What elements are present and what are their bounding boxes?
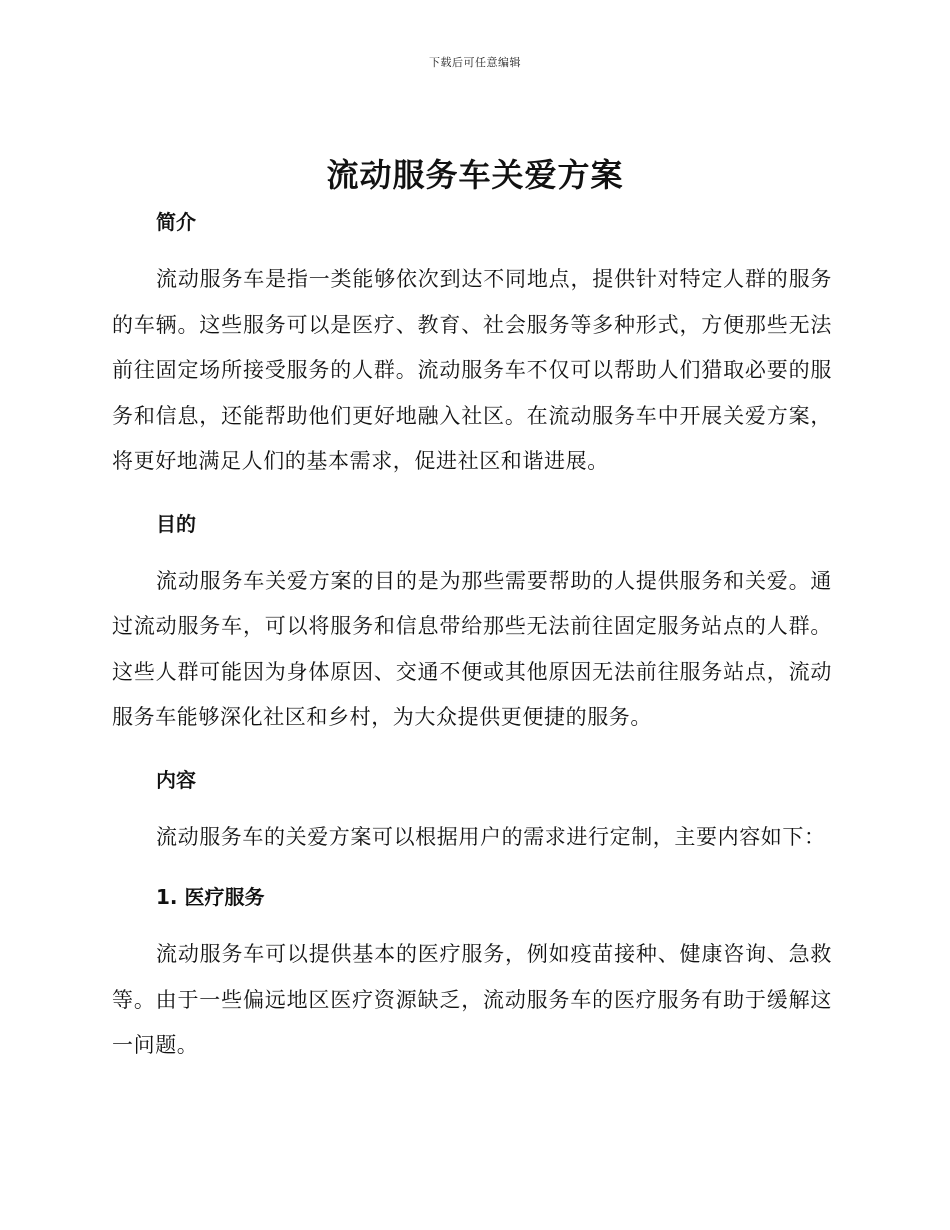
section-heading-medical: 1. 医疗服务 — [156, 885, 265, 909]
document-title: 流动服务车关爱方案 — [326, 156, 624, 194]
page-header-watermark: 下载后可任意编辑 — [429, 56, 521, 69]
document-body — [112, 203, 832, 1069]
section-heading-purpose: 目的 — [156, 511, 196, 536]
section-paragraph-purpose: 流动服务车关爱方案的目的是为那些需要帮助的人提供服务和关爱。通过流动服务车，可以将服务和信息带给那些无法前往固定服务站点的人群。这些人群可能因为身体原因、交通不便或其他原因无法前往服务站点，流动服务车能够深化社区和乡村，为大众提供更便捷的服务。 — [112, 568, 832, 729]
section-heading-intro: 简介 — [156, 210, 196, 234]
section-paragraph-intro: 流动服务车是指一类能够依次到达不同地点，提供针对特定人群的服务的车辆。这些服务可以是医疗、教育、社会服务等多种形式，方便那些无法前往固定场所接受服务的人群。流动服务车不仅可以帮助人们猎取必要的服务和信息，还能帮助他们更好地融入社区。在流动服务车中开展关爱方案，将更好地满足人们的基本需求，促进社区和谐进展。 — [112, 267, 832, 473]
section-paragraph-content: 流动服务车的关爱方案可以根据用户的需求进行定制，主要内容如下： — [156, 824, 826, 849]
section-paragraph-medical: 流动服务车可以提供基本的医疗服务，例如疫苗接种、健康咨询、急救等。由于一些偏远地区医疗资源缺乏，流动服务车的医疗服务有助于缓解这一问题。 — [112, 942, 832, 1057]
section-heading-content: 内容 — [156, 767, 196, 792]
